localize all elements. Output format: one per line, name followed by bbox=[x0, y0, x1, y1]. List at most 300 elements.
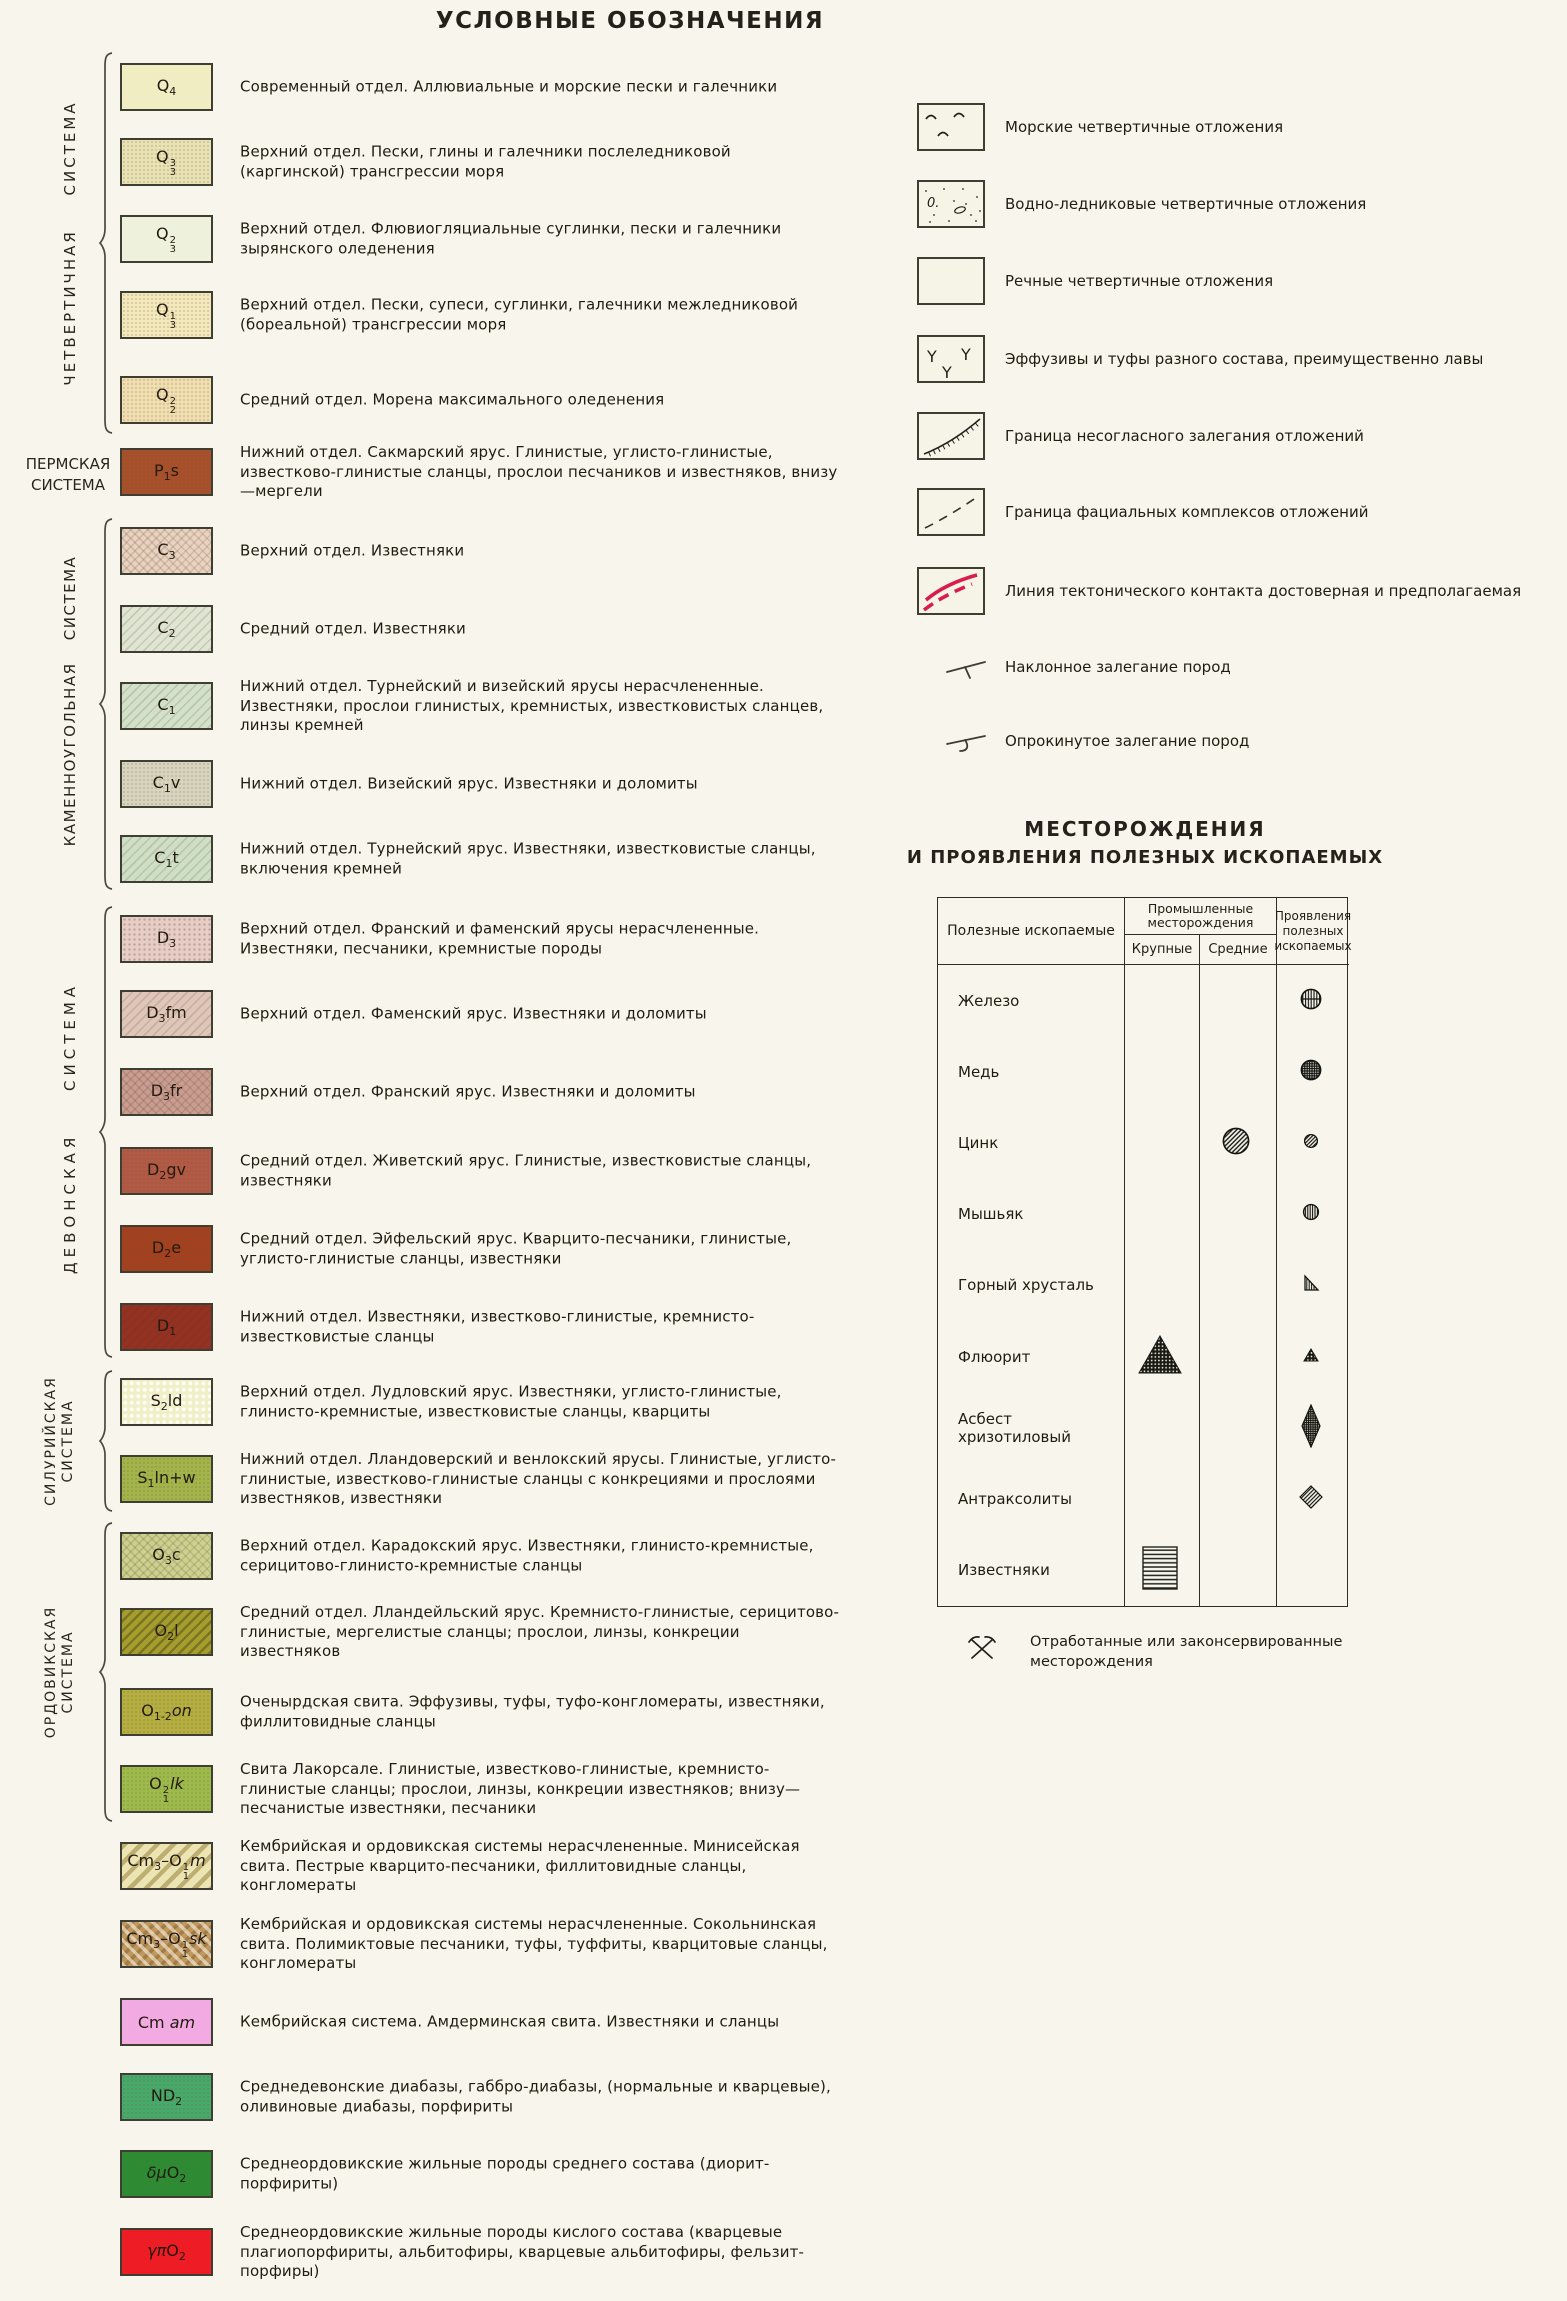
code-part: 3 bbox=[168, 549, 176, 562]
code-stack bbox=[163, 1787, 169, 1804]
code-part: D bbox=[146, 1003, 159, 1022]
system-brace-silurian bbox=[98, 1370, 114, 1512]
code-part: t bbox=[172, 848, 179, 867]
strata-color-swatch bbox=[120, 915, 213, 963]
deposit-large-cell bbox=[1123, 965, 1198, 1036]
code-part: –O bbox=[160, 1929, 181, 1948]
code-part: 3 bbox=[153, 1938, 161, 1951]
code-part: 2 bbox=[159, 1169, 167, 1182]
strata-code bbox=[146, 1003, 187, 1025]
deposit-large-cell bbox=[1123, 1036, 1198, 1107]
deposit-row bbox=[938, 1036, 1347, 1107]
strata-description: Кембрийская и ордовикская системы нерасчлененные. Минисейская свита. Пестрые кварцито-песчаники, филлитовидные сланцы, конгломераты bbox=[240, 1836, 800, 1894]
code-part: 1 bbox=[168, 704, 176, 717]
page-title: УСЛОВНЫЕ ОБОЗНАЧЕНИЯ bbox=[435, 8, 825, 34]
strata-row bbox=[120, 915, 860, 963]
system-label-line: СИСТЕМА bbox=[60, 1399, 76, 1483]
code-part: O bbox=[149, 1774, 162, 1793]
strata-description: Верхний отдел. Известняки bbox=[240, 541, 465, 560]
strata-row bbox=[120, 1914, 860, 1972]
map-symbol-box-effusive bbox=[917, 335, 985, 383]
strata-color-swatch bbox=[120, 1688, 213, 1736]
crossed-picks-icon bbox=[966, 1634, 998, 1662]
code-part: 2 bbox=[179, 2172, 187, 2185]
strata-code bbox=[157, 618, 175, 640]
strata-description: Среднеордовикские жильные породы кислого состава (кварцевые плагиопорфириты, альбитофиры, кварцевые альбитофиры, фельзит-порфиры) bbox=[240, 2222, 805, 2280]
strata-description: Средний отдел. Живетский ярус. Глинистые, известковистые сланцы, известняки bbox=[240, 1151, 812, 1189]
code-part: 1 bbox=[147, 1477, 155, 1490]
strata-color-swatch bbox=[120, 215, 213, 263]
code-part: –O bbox=[161, 1851, 182, 1870]
strata-description: Верхний отдел. Пески, супеси, суглинки, галечники межледниковой (бореальной) трансгрессии моря bbox=[240, 295, 799, 333]
code-part: lk bbox=[170, 1774, 184, 1793]
map-symbol-label: Граница несогласного залегания отложений bbox=[1005, 427, 1364, 445]
code-part: 1-2 bbox=[153, 1710, 172, 1723]
strata-row bbox=[120, 138, 860, 186]
code-part: Q bbox=[156, 224, 169, 243]
strata-code bbox=[157, 1316, 176, 1338]
strata-color-swatch bbox=[120, 376, 213, 424]
deposit-medium-cell bbox=[1198, 1321, 1275, 1392]
code-part: O bbox=[152, 1545, 165, 1564]
strata-description: Кембрийская и ордовикская системы нерасчлененные. Сокольнинская свита. Полимиктовые песчаники, туфы, туффиты, кварцитовые сланцы, конгломераты bbox=[240, 1914, 828, 1972]
strata-code bbox=[156, 224, 177, 254]
deposit-occurrence-cell bbox=[1274, 965, 1347, 1036]
strata-row bbox=[120, 1602, 860, 1660]
code-part: C bbox=[157, 618, 169, 637]
system-label-line: СИЛУРИЙСКАЯ bbox=[43, 1376, 59, 1506]
system-label-carboniferous: КАМЕННОУГОЛЬНАЯ СИСТЕМА bbox=[61, 555, 79, 847]
zinc-symbol-icon bbox=[1221, 1126, 1251, 1160]
system-label-line: ОРДОВИКСКАЯ bbox=[43, 1605, 59, 1739]
strata-description: Нижний отдел. Известняки, известково-глинистые, кремнисто-известковистые сланцы bbox=[240, 1307, 755, 1345]
strata-description: Средний отдел. Лландейльский ярус. Кремнисто-глинистые, серицитово-глинистые, мергелистые сланцы; прослои, линзы, конкреции известняков bbox=[240, 1602, 840, 1660]
strata-code bbox=[157, 695, 175, 717]
code-part: 3 bbox=[154, 1860, 162, 1873]
code-part: C bbox=[154, 848, 166, 867]
deposits-table-body bbox=[938, 965, 1347, 1606]
map-symbol-box-glacial bbox=[917, 180, 985, 228]
code-part: O bbox=[166, 2163, 180, 2182]
deposits-table bbox=[937, 897, 1352, 1607]
copper-symbol-icon bbox=[1299, 1058, 1323, 1086]
deposit-medium-cell bbox=[1198, 1179, 1275, 1250]
deposit-row bbox=[938, 1392, 1347, 1463]
strata-description: Верхний отдел. Фаменский ярус. Известняки и доломиты bbox=[240, 1004, 707, 1023]
strata-color-swatch bbox=[120, 605, 213, 653]
strata-description: Среднеордовикские жильные породы среднего состава (диорит-порфириты) bbox=[240, 2154, 770, 2192]
strata-code bbox=[154, 848, 178, 870]
deposit-medium-cell bbox=[1198, 1036, 1275, 1107]
strata-description: Верхний отдел. Лудловский ярус. Известняки, углисто-глинистые, глинисто-кремнистые, известковистые сланцы, кварциты bbox=[240, 1382, 782, 1420]
code-part: C bbox=[157, 540, 169, 559]
code-part: C bbox=[157, 695, 169, 714]
strata-code bbox=[157, 928, 176, 950]
code-part: O bbox=[154, 1621, 168, 1640]
code-part: e bbox=[171, 1238, 182, 1257]
deposit-mineral-name: Асбест хризотиловый bbox=[958, 1409, 1071, 1446]
code-sup: 1 bbox=[182, 1862, 190, 1873]
deposit-occurrence-cell bbox=[1274, 1179, 1347, 1250]
code-part: δμ bbox=[146, 2163, 167, 2182]
code-part: Q bbox=[156, 300, 169, 319]
code-part: O bbox=[141, 1701, 154, 1720]
code-part: 1 bbox=[163, 782, 171, 795]
code-sub: 3 bbox=[169, 166, 176, 178]
overturned-bedding-symbol bbox=[942, 722, 992, 760]
code-stack bbox=[170, 237, 176, 254]
deposit-occurrence-cell bbox=[1274, 1464, 1347, 1535]
code-part: P bbox=[154, 461, 164, 480]
deposits-footnote: Отработанные или законсервированные месторождения bbox=[1030, 1634, 1343, 1670]
code-sub: 1 bbox=[181, 1948, 189, 1960]
strata-description: Верхний отдел. Пески, глины и галечники послеледниковой (каргинской) трансгрессии моря bbox=[240, 142, 731, 180]
system-label-quaternary: ЧЕТВЕРТИЧНАЯ СИСТЕМА bbox=[61, 100, 79, 386]
system-brace-carboniferous bbox=[98, 518, 114, 890]
strata-color-swatch bbox=[120, 1920, 213, 1968]
code-part: γπ bbox=[147, 2241, 167, 2260]
deposits-title-line2: И ПРОЯВЛЕНИЯ ПОЛЕЗНЫХ ИСКОПАЕМЫХ bbox=[906, 847, 1384, 868]
deposit-occurrence-cell bbox=[1274, 1392, 1347, 1463]
strata-row bbox=[120, 2222, 860, 2280]
code-part: on bbox=[171, 1701, 192, 1720]
code-part: Q bbox=[156, 385, 169, 404]
strata-row bbox=[120, 1836, 860, 1894]
deposit-mineral-name: Известняки bbox=[958, 1561, 1050, 1580]
map-symbol-label: Эффузивы и туфы разного состава, преимущественно лавы bbox=[1005, 350, 1484, 368]
deposit-medium-cell bbox=[1198, 1392, 1275, 1463]
deposit-large-cell bbox=[1123, 1107, 1198, 1178]
map-symbol-box-marine bbox=[917, 103, 985, 151]
strata-color-swatch bbox=[120, 760, 213, 808]
deposit-medium-cell bbox=[1198, 1250, 1275, 1321]
strata-code bbox=[126, 1929, 206, 1959]
strata-color-swatch bbox=[120, 990, 213, 1038]
strata-code bbox=[127, 1851, 205, 1881]
code-part: 1 bbox=[165, 857, 173, 870]
strata-code bbox=[151, 1081, 183, 1103]
code-part: D bbox=[156, 928, 170, 947]
svg-text:Y: Y bbox=[942, 363, 952, 381]
code-part: c bbox=[171, 1545, 181, 1564]
strata-row bbox=[120, 676, 860, 734]
deposit-large-cell bbox=[1123, 1250, 1198, 1321]
strata-code bbox=[147, 1160, 186, 1182]
strata-code bbox=[156, 300, 177, 330]
map-symbol-label: Опрокинутое залегание пород bbox=[1005, 732, 1250, 750]
system-brace-quaternary bbox=[98, 52, 114, 434]
deposit-mineral-name: Медь bbox=[958, 1062, 1000, 1081]
strata-description: Современный отдел. Аллювиальные и морские пески и галечники bbox=[240, 77, 778, 96]
strata-description: Средний отдел. Известняки bbox=[240, 619, 466, 638]
map-symbol-label: Морские четвертичные отложения bbox=[1005, 118, 1284, 136]
code-sup: 3 bbox=[169, 158, 176, 169]
code-sub: 1 bbox=[182, 1870, 190, 1882]
deposit-occurrence-cell bbox=[1274, 1036, 1347, 1107]
code-part: 2 bbox=[164, 1247, 172, 1260]
strata-color-swatch bbox=[120, 1998, 213, 2046]
deposit-occurrence-cell bbox=[1274, 1535, 1347, 1606]
deposits-title-line1: МЕСТОРОЖДЕНИЯ bbox=[1024, 817, 1266, 841]
strata-row bbox=[120, 1759, 860, 1817]
code-part: ld bbox=[167, 1391, 183, 1410]
code-stack bbox=[170, 160, 176, 177]
strata-code bbox=[152, 1545, 180, 1567]
column-header-minerals: Полезные ископаемые bbox=[947, 923, 1115, 939]
code-part: O bbox=[166, 2241, 179, 2260]
strata-description: Свита Лакорсале. Глинистые, известково-глинистые, кремнисто-глинистые сланцы; прослои, линзы, конкреции известняков; внизу—песчанистые известняки, песчаники bbox=[240, 1759, 801, 1817]
deposit-medium-cell bbox=[1198, 1464, 1275, 1535]
deposit-row bbox=[938, 1464, 1347, 1535]
code-part: 3 bbox=[164, 1554, 172, 1567]
strata-row bbox=[120, 1532, 860, 1580]
strata-code bbox=[141, 1701, 192, 1723]
strata-color-swatch bbox=[120, 1225, 213, 1273]
strata-color-swatch bbox=[120, 527, 213, 575]
strata-row bbox=[120, 1303, 860, 1351]
strata-color-swatch bbox=[120, 63, 213, 111]
code-part: C bbox=[152, 773, 164, 792]
strata-color-swatch bbox=[120, 1378, 213, 1426]
code-part: ln+w bbox=[154, 1468, 196, 1487]
code-part: am bbox=[164, 2012, 196, 2032]
code-stack bbox=[170, 398, 176, 415]
code-part: 4 bbox=[169, 85, 177, 98]
deposit-mineral-name: Горный хрусталь bbox=[958, 1276, 1094, 1295]
strata-row bbox=[120, 1378, 860, 1426]
code-sub: 1 bbox=[162, 1793, 170, 1805]
system-label-ordovician bbox=[43, 1572, 77, 1772]
system-brace-ordovician bbox=[98, 1522, 114, 1822]
deposit-medium-cell bbox=[1198, 965, 1275, 1036]
deposit-occurrence-cell bbox=[1274, 1321, 1347, 1392]
inclined-bedding-symbol bbox=[942, 648, 992, 686]
code-part: 2 bbox=[178, 2250, 186, 2263]
code-sup: 2 bbox=[169, 396, 176, 407]
deposit-mineral-name: Цинк bbox=[958, 1134, 999, 1153]
map-symbol-label: Линия тектонического контакта достоверная и предполагаемая bbox=[1005, 582, 1522, 600]
strata-code bbox=[154, 1621, 178, 1643]
deposit-large-cell bbox=[1123, 1179, 1198, 1250]
code-part: 2 bbox=[168, 627, 176, 640]
deposit-large-cell bbox=[1123, 1464, 1198, 1535]
code-part: D bbox=[156, 1316, 170, 1335]
deposit-medium-cell bbox=[1198, 1535, 1275, 1606]
map-symbol-label: Речные четвертичные отложения bbox=[1005, 272, 1274, 290]
strata-row bbox=[120, 527, 860, 575]
code-part: fr bbox=[170, 1081, 183, 1100]
code-part: l bbox=[174, 1621, 179, 1640]
system-label-devonian: ДЕВОНСКАЯ СИСТЕМА bbox=[61, 981, 79, 1275]
code-part: Cm bbox=[127, 1851, 155, 1870]
strata-code bbox=[156, 385, 177, 415]
column-header-occurrences: Проявления полезных ископаемых bbox=[1274, 908, 1352, 953]
code-part: 2 bbox=[167, 1630, 175, 1643]
deposit-row bbox=[938, 965, 1347, 1036]
strata-description: Нижний отдел. Сакмарский ярус. Глинистые, углисто-глинистые, известково-глинистые сланцы, прослои песчаников и известняков, внизу—мергели bbox=[240, 442, 838, 500]
strata-description: Верхний отдел. Франский ярус. Известняки и доломиты bbox=[240, 1082, 696, 1101]
asbestos-symbol-icon bbox=[1301, 1404, 1321, 1452]
strata-row bbox=[120, 63, 860, 111]
deposit-row bbox=[938, 1250, 1347, 1321]
code-part: sk bbox=[189, 1929, 207, 1948]
strata-row bbox=[120, 1688, 860, 1736]
code-sup: 1 bbox=[181, 1940, 189, 1951]
strata-color-swatch bbox=[120, 682, 213, 730]
strata-description: Нижний отдел. Турнейский и визейский ярусы нерасчлененные. Известняки, прослои глинистых, кремнистых, известковистых сланцев, линзы кремней bbox=[240, 676, 824, 734]
code-part: 3 bbox=[158, 1012, 166, 1025]
strata-description: Нижний отдел. Визейский ярус. Известняки и доломиты bbox=[240, 774, 698, 793]
strata-row bbox=[120, 1449, 860, 1507]
code-part: Q bbox=[156, 147, 169, 166]
svg-text:Y: Y bbox=[961, 345, 971, 364]
strata-row bbox=[120, 376, 860, 424]
code-part: Cm bbox=[126, 1929, 154, 1948]
strata-code bbox=[157, 540, 175, 562]
map-symbol-box-facies bbox=[917, 488, 985, 536]
system-label-line: СИСТЕМА bbox=[60, 1630, 76, 1714]
deposit-row bbox=[938, 1535, 1347, 1606]
strata-color-swatch bbox=[120, 1842, 213, 1890]
code-sub: 2 bbox=[169, 404, 176, 416]
code-part: S bbox=[150, 1391, 161, 1410]
deposit-mineral-name: Антраксолиты bbox=[958, 1490, 1072, 1509]
deposit-large-cell bbox=[1123, 1535, 1198, 1606]
anthraxolite-symbol-icon bbox=[1298, 1484, 1324, 1514]
strata-color-swatch bbox=[120, 835, 213, 883]
deposit-mineral-name: Железо bbox=[958, 991, 1020, 1010]
strata-description: Верхний отдел. Флювиогляциальные суглинки, пески и галечники зырянского оледенения bbox=[240, 219, 782, 257]
strata-code bbox=[151, 1391, 183, 1413]
code-sup: 1 bbox=[169, 311, 176, 322]
strata-description: Верхний отдел. Карадокский ярус. Известняки, глинисто-кремнистые, серицитово-глинисто-кремнистые сланцы bbox=[240, 1536, 814, 1574]
strata-code bbox=[152, 1238, 181, 1260]
deposit-mineral-name: Флюорит bbox=[958, 1347, 1031, 1366]
code-sup: 2 bbox=[169, 235, 176, 246]
code-part: 3 bbox=[163, 1090, 171, 1103]
code-part: 1 bbox=[169, 1325, 177, 1338]
code-part: S bbox=[137, 1468, 148, 1487]
strata-row bbox=[120, 990, 860, 1038]
strata-row bbox=[120, 1998, 860, 2046]
deposit-large-cell bbox=[1123, 1392, 1198, 1463]
code-part: s bbox=[170, 461, 179, 480]
code-sub: 3 bbox=[169, 319, 176, 331]
strata-row bbox=[120, 2073, 860, 2121]
strata-row bbox=[120, 1225, 860, 1273]
code-sub: 3 bbox=[169, 243, 176, 255]
strata-code bbox=[153, 773, 181, 795]
deposit-row bbox=[938, 1179, 1347, 1250]
code-part: 3 bbox=[169, 937, 177, 950]
system-label-silurian bbox=[43, 1361, 77, 1521]
strata-color-swatch bbox=[120, 2150, 213, 2198]
strata-code bbox=[151, 2086, 182, 2108]
strata-color-swatch bbox=[120, 448, 213, 496]
strata-code bbox=[157, 76, 177, 98]
strata-code bbox=[137, 1468, 195, 1490]
code-part: 2 bbox=[160, 1400, 168, 1413]
code-part: D bbox=[147, 1160, 160, 1179]
code-sup: 2 bbox=[162, 1785, 170, 1796]
iron-symbol-icon bbox=[1299, 987, 1323, 1015]
system-brace-devonian bbox=[98, 906, 114, 1358]
svg-text:Y: Y bbox=[927, 347, 937, 366]
strata-code bbox=[156, 147, 177, 177]
strata-description: Нижний отдел. Турнейский ярус. Известняки, известковистые сланцы, включения кремней bbox=[240, 839, 816, 877]
deposit-occurrence-cell bbox=[1274, 1107, 1347, 1178]
zinc-small-symbol-icon bbox=[1303, 1133, 1319, 1153]
strata-color-swatch bbox=[120, 1765, 213, 1813]
map-symbol-box-tectonic bbox=[917, 567, 985, 615]
code-part: fm bbox=[165, 1003, 187, 1022]
map-symbol-box-unconformity bbox=[917, 412, 985, 460]
deposit-row bbox=[938, 1107, 1347, 1178]
strata-description: Нижний отдел. Лландоверский и венлокский ярусы. Глинистые, углисто-глинистые, известково-глинистые сланцы с конкрециями и прослоями известняков, известняки bbox=[240, 1449, 837, 1507]
strata-code bbox=[138, 2013, 195, 2032]
strata-row bbox=[120, 760, 860, 808]
deposit-row bbox=[938, 1321, 1347, 1392]
strata-code bbox=[147, 2241, 186, 2263]
deposit-mineral-name: Мышьяк bbox=[958, 1205, 1024, 1224]
column-header-medium: Средние bbox=[1208, 942, 1268, 957]
strata-row bbox=[120, 1068, 860, 1116]
code-part: ND bbox=[150, 2086, 176, 2105]
strata-row bbox=[120, 442, 860, 500]
code-part: Q bbox=[156, 76, 170, 95]
fluorite-symbol-icon bbox=[1136, 1334, 1184, 1380]
strata-description: Кембрийская система. Амдерминская свита. Известняки и сланцы bbox=[240, 2012, 780, 2031]
strata-description: Верхний отдел. Франский и фаменский ярусы нерасчлененные. Известняки, песчаники, кремнистые породы bbox=[240, 919, 760, 957]
strata-row bbox=[120, 605, 860, 653]
strata-color-swatch bbox=[120, 1455, 213, 1503]
system-label-permian: ПЕРМСКАЯ СИСТЕМА bbox=[25, 455, 111, 494]
svg-text:0.: 0. bbox=[927, 196, 940, 211]
map-symbol-label: Водно-ледниковые четвертичные отложения bbox=[1005, 195, 1367, 213]
fluorite-small-symbol-icon bbox=[1303, 1347, 1319, 1366]
map-symbol-label: Граница фациальных комплексов отложений bbox=[1005, 503, 1369, 521]
strata-color-swatch bbox=[120, 2228, 213, 2276]
code-stack bbox=[170, 313, 176, 330]
strata-color-swatch bbox=[120, 1147, 213, 1195]
arsenic-symbol-icon bbox=[1302, 1203, 1320, 1225]
map-symbol-box-plain bbox=[917, 257, 985, 305]
strata-description: Средний отдел. Эйфельский ярус. Кварцито-песчаники, глинистые, углисто-глинистые сланцы, известняки bbox=[240, 1229, 792, 1267]
column-header-industrial: Промышленные месторождения bbox=[1147, 901, 1254, 930]
strata-code bbox=[154, 461, 179, 483]
column-header-large: Крупные bbox=[1131, 942, 1193, 957]
strata-code bbox=[149, 1774, 184, 1804]
code-part: v bbox=[170, 773, 181, 792]
strata-description: Средний отдел. Морена максимального оледенения bbox=[240, 390, 665, 409]
strata-description: Среднедевонские диабазы, габбро-диабазы, (нормальные и кварцевые), оливиновые диабазы, порфириты bbox=[240, 2077, 831, 2115]
limestone-symbol-icon bbox=[1141, 1545, 1179, 1595]
strata-color-swatch bbox=[120, 1303, 213, 1351]
strata-color-swatch bbox=[120, 2073, 213, 2121]
strata-color-swatch bbox=[120, 1068, 213, 1116]
code-part: gv bbox=[166, 1160, 186, 1179]
strata-row bbox=[120, 215, 860, 263]
strata-color-swatch bbox=[120, 291, 213, 339]
strata-color-swatch bbox=[120, 1532, 213, 1580]
strata-color-swatch bbox=[120, 1608, 213, 1656]
strata-row bbox=[120, 291, 860, 339]
strata-color-swatch bbox=[120, 138, 213, 186]
strata-row bbox=[120, 2150, 860, 2198]
deposit-occurrence-cell bbox=[1274, 1250, 1347, 1321]
code-part: D bbox=[150, 1081, 164, 1100]
quartz-symbol-icon bbox=[1301, 1273, 1321, 1297]
